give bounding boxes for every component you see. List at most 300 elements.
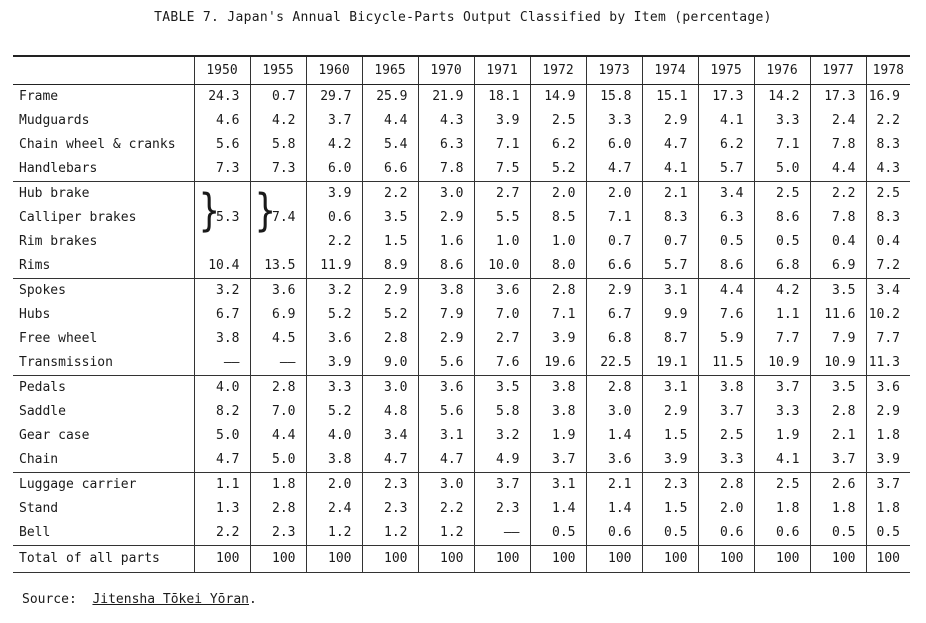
value-cell: 8.5 bbox=[530, 206, 586, 230]
value-cell: 7.8 bbox=[418, 157, 474, 182]
value-cell: 2.6 bbox=[810, 473, 866, 498]
value-cell: 3.5 bbox=[810, 376, 866, 401]
value-cell: 25.9 bbox=[362, 85, 418, 110]
value-cell: 8.0 bbox=[530, 254, 586, 279]
row-label: Frame bbox=[13, 85, 194, 110]
brace-icon: } bbox=[254, 185, 277, 237]
value-cell: 15.1 bbox=[642, 85, 698, 110]
total-value-cell: 100 bbox=[810, 546, 866, 573]
value-cell: 4.3 bbox=[866, 157, 910, 182]
table-row bbox=[13, 521, 910, 546]
value-cell: 4.3 bbox=[418, 109, 474, 133]
value-cell: 4.5 bbox=[250, 327, 306, 351]
value-cell: 1.0 bbox=[530, 230, 586, 254]
value-cell: 0.5 bbox=[810, 521, 866, 546]
value-cell: 4.4 bbox=[362, 109, 418, 133]
value-cell: 3.5 bbox=[362, 206, 418, 230]
value-cell: 7.3 bbox=[250, 157, 306, 182]
value-cell: 0.5 bbox=[866, 521, 910, 546]
value-cell: 8.6 bbox=[754, 206, 810, 230]
value-cell: 3.0 bbox=[418, 182, 474, 207]
value-cell: 4.1 bbox=[698, 109, 754, 133]
value-cell: 3.7 bbox=[530, 448, 586, 473]
value-cell: 2.1 bbox=[810, 424, 866, 448]
parts-output-table bbox=[13, 55, 910, 573]
table-row bbox=[13, 303, 910, 327]
value-cell: 2.9 bbox=[642, 109, 698, 133]
grouped-value: 7.4 bbox=[272, 210, 296, 225]
value-cell: 29.7 bbox=[306, 85, 362, 110]
source-note bbox=[22, 592, 257, 607]
value-cell: 2.7 bbox=[474, 327, 530, 351]
value-cell: 0.5 bbox=[754, 230, 810, 254]
value-cell: 3.8 bbox=[698, 376, 754, 401]
value-cell: 3.3 bbox=[306, 376, 362, 401]
value-cell: 1.1 bbox=[754, 303, 810, 327]
value-cell: 0.6 bbox=[698, 521, 754, 546]
value-cell: 10.9 bbox=[754, 351, 810, 376]
value-cell: 2.5 bbox=[866, 182, 910, 207]
value-cell: 11.3 bbox=[866, 351, 910, 376]
source-suffix: . bbox=[249, 592, 257, 607]
value-cell: 3.8 bbox=[306, 448, 362, 473]
row-label: Mudguards bbox=[19, 113, 90, 128]
value-cell: 0.7 bbox=[586, 230, 642, 254]
value-cell: 5.6 bbox=[194, 133, 250, 157]
value-cell: 2.2 bbox=[194, 521, 250, 546]
row-label: Gear case bbox=[19, 428, 90, 443]
value-cell: —— bbox=[474, 521, 530, 546]
value-cell: 3.4 bbox=[698, 182, 754, 207]
source-label: Source: bbox=[22, 592, 77, 607]
value-cell: 6.7 bbox=[194, 303, 250, 327]
row-label: Bell bbox=[19, 525, 51, 540]
year-header: 1978 bbox=[866, 56, 910, 85]
brace-icon: } bbox=[198, 185, 221, 237]
value-cell: 7.9 bbox=[810, 327, 866, 351]
row-label: Transmission bbox=[19, 355, 113, 370]
value-cell: 4.4 bbox=[698, 279, 754, 304]
value-cell: 4.1 bbox=[754, 448, 810, 473]
table-row bbox=[13, 85, 910, 110]
value-cell: 10.2 bbox=[866, 303, 910, 327]
value-cell: 6.6 bbox=[362, 157, 418, 182]
table-row bbox=[13, 206, 910, 230]
value-cell: 4.2 bbox=[306, 133, 362, 157]
value-cell: 3.7 bbox=[810, 448, 866, 473]
value-cell: 1.6 bbox=[418, 230, 474, 254]
value-cell: 3.8 bbox=[194, 327, 250, 351]
value-cell: 3.9 bbox=[866, 448, 910, 473]
value-cell: 2.5 bbox=[754, 182, 810, 207]
value-cell: 3.3 bbox=[754, 400, 810, 424]
row-label: Hub brake bbox=[13, 182, 194, 207]
table-row bbox=[13, 230, 910, 254]
value-cell: 15.8 bbox=[586, 85, 642, 110]
value-cell: 0.7 bbox=[250, 85, 306, 110]
total-value-cell: 100 bbox=[530, 546, 586, 573]
value-cell: 24.3 bbox=[194, 85, 250, 110]
value-cell: 2.9 bbox=[418, 206, 474, 230]
value-cell: 6.8 bbox=[754, 254, 810, 279]
row-label: Pedals bbox=[13, 376, 194, 401]
value-cell: 4.7 bbox=[586, 157, 642, 182]
value-cell: 5.2 bbox=[362, 303, 418, 327]
value-cell: 6.2 bbox=[530, 133, 586, 157]
value-cell: 9.0 bbox=[362, 351, 418, 376]
value-cell: 2.3 bbox=[362, 497, 418, 521]
value-cell: 3.4 bbox=[362, 424, 418, 448]
value-cell: 5.0 bbox=[250, 448, 306, 473]
total-value-cell: 100 bbox=[250, 546, 306, 573]
value-cell: 5.7 bbox=[642, 254, 698, 279]
value-cell: 6.2 bbox=[698, 133, 754, 157]
value-cell: 2.9 bbox=[866, 400, 910, 424]
value-cell: 5.2 bbox=[306, 303, 362, 327]
value-cell: 11.6 bbox=[810, 303, 866, 327]
total-value-cell: 100 bbox=[194, 546, 250, 573]
value-cell: 3.5 bbox=[474, 376, 530, 401]
value-cell: 6.0 bbox=[586, 133, 642, 157]
value-cell: 3.1 bbox=[418, 424, 474, 448]
value-cell: 7.1 bbox=[586, 206, 642, 230]
value-cell: 4.2 bbox=[754, 279, 810, 304]
value-cell: —— bbox=[250, 351, 306, 376]
year-header: 1970 bbox=[418, 56, 474, 85]
value-cell: 2.8 bbox=[698, 473, 754, 498]
value-cell: 0.5 bbox=[530, 521, 586, 546]
table-row bbox=[13, 254, 910, 279]
value-cell: 22.5 bbox=[586, 351, 642, 376]
value-cell: 2.3 bbox=[474, 497, 530, 521]
row-label: Hubs bbox=[19, 307, 51, 322]
value-cell: 7.7 bbox=[866, 327, 910, 351]
value-cell: 3.2 bbox=[474, 424, 530, 448]
table-row bbox=[13, 351, 910, 376]
value-cell: 10.4 bbox=[194, 254, 250, 279]
value-cell: 2.2 bbox=[866, 109, 910, 133]
value-cell: 3.9 bbox=[474, 109, 530, 133]
value-cell: 5.7 bbox=[698, 157, 754, 182]
value-cell: 6.3 bbox=[698, 206, 754, 230]
table-row bbox=[13, 424, 910, 448]
value-cell: 4.0 bbox=[194, 376, 250, 401]
value-cell: 3.2 bbox=[306, 279, 362, 304]
total-value-cell: 100 bbox=[866, 546, 910, 573]
value-cell: 13.5 bbox=[250, 254, 306, 279]
value-cell: 2.0 bbox=[586, 182, 642, 207]
value-cell: 2.1 bbox=[586, 473, 642, 498]
value-cell: 6.3 bbox=[418, 133, 474, 157]
value-cell: 1.1 bbox=[194, 473, 250, 498]
brace-cell bbox=[250, 182, 306, 255]
value-cell: 2.8 bbox=[810, 400, 866, 424]
value-cell: 2.5 bbox=[698, 424, 754, 448]
value-cell: 1.8 bbox=[754, 497, 810, 521]
value-cell: 8.3 bbox=[642, 206, 698, 230]
value-cell: 6.9 bbox=[810, 254, 866, 279]
value-cell: 3.9 bbox=[642, 448, 698, 473]
value-cell: 14.2 bbox=[754, 85, 810, 110]
value-cell: 5.6 bbox=[418, 351, 474, 376]
value-cell: 0.4 bbox=[866, 230, 910, 254]
year-header: 1976 bbox=[754, 56, 810, 85]
value-cell: 3.0 bbox=[586, 400, 642, 424]
value-cell: 7.2 bbox=[866, 254, 910, 279]
value-cell: 7.0 bbox=[250, 400, 306, 424]
header-row bbox=[13, 56, 910, 85]
value-cell: 4.7 bbox=[418, 448, 474, 473]
table-row bbox=[13, 109, 910, 133]
value-cell: 5.8 bbox=[474, 400, 530, 424]
value-cell: 3.5 bbox=[810, 279, 866, 304]
value-cell: 1.5 bbox=[642, 424, 698, 448]
value-cell: 10.9 bbox=[810, 351, 866, 376]
value-cell: 4.9 bbox=[474, 448, 530, 473]
value-cell: 17.3 bbox=[810, 85, 866, 110]
value-cell: 1.8 bbox=[866, 424, 910, 448]
value-cell: 11.5 bbox=[698, 351, 754, 376]
year-header: 1971 bbox=[474, 56, 530, 85]
value-cell: 8.2 bbox=[194, 400, 250, 424]
value-cell: 2.0 bbox=[530, 182, 586, 207]
row-label: Luggage carrier bbox=[13, 473, 194, 498]
value-cell: 1.4 bbox=[586, 497, 642, 521]
value-cell: 2.7 bbox=[474, 182, 530, 207]
row-label: Chain bbox=[19, 452, 59, 467]
value-cell: 3.0 bbox=[362, 376, 418, 401]
value-cell: 5.8 bbox=[250, 133, 306, 157]
value-cell: 2.9 bbox=[362, 279, 418, 304]
table-row bbox=[13, 400, 910, 424]
table-row bbox=[13, 182, 910, 207]
row-label: Rims bbox=[19, 258, 51, 273]
total-label: Total of all parts bbox=[13, 546, 194, 573]
total-value-cell: 100 bbox=[698, 546, 754, 573]
value-cell: 1.4 bbox=[530, 497, 586, 521]
value-cell: 3.7 bbox=[306, 109, 362, 133]
value-cell: 7.6 bbox=[698, 303, 754, 327]
value-cell: 6.7 bbox=[586, 303, 642, 327]
total-value-cell: 100 bbox=[306, 546, 362, 573]
value-cell: 8.7 bbox=[642, 327, 698, 351]
value-cell: 5.9 bbox=[698, 327, 754, 351]
year-header: 1960 bbox=[306, 56, 362, 85]
value-cell: 3.1 bbox=[642, 279, 698, 304]
value-cell: 2.3 bbox=[250, 521, 306, 546]
value-cell: 6.6 bbox=[586, 254, 642, 279]
value-cell: 3.7 bbox=[866, 473, 910, 498]
value-cell: 4.4 bbox=[250, 424, 306, 448]
value-cell: 3.7 bbox=[698, 400, 754, 424]
header-item-cell bbox=[13, 56, 194, 85]
value-cell: 0.6 bbox=[306, 206, 362, 230]
value-cell: 3.6 bbox=[586, 448, 642, 473]
value-cell: 0.6 bbox=[586, 521, 642, 546]
value-cell: 2.8 bbox=[362, 327, 418, 351]
value-cell: 0.7 bbox=[642, 230, 698, 254]
value-cell: 5.6 bbox=[418, 400, 474, 424]
value-cell: 3.2 bbox=[194, 279, 250, 304]
row-label: Chain wheel & cranks bbox=[19, 137, 176, 152]
value-cell: 3.8 bbox=[530, 376, 586, 401]
value-cell: 2.8 bbox=[586, 376, 642, 401]
value-cell: 8.6 bbox=[418, 254, 474, 279]
row-label: Handlebars bbox=[19, 161, 98, 176]
year-header: 1965 bbox=[362, 56, 418, 85]
value-cell: 1.8 bbox=[250, 473, 306, 498]
value-cell: 19.1 bbox=[642, 351, 698, 376]
value-cell: 5.2 bbox=[530, 157, 586, 182]
grouped-value: 5.3 bbox=[216, 210, 240, 225]
value-cell: 2.0 bbox=[306, 473, 362, 498]
row-label: Saddle bbox=[19, 404, 66, 419]
value-cell: 21.9 bbox=[418, 85, 474, 110]
table-row bbox=[13, 473, 910, 498]
value-cell: 1.5 bbox=[362, 230, 418, 254]
value-cell: 2.9 bbox=[586, 279, 642, 304]
value-cell: 2.9 bbox=[418, 327, 474, 351]
value-cell: 2.3 bbox=[642, 473, 698, 498]
value-cell: 3.9 bbox=[306, 351, 362, 376]
value-cell: 3.6 bbox=[306, 327, 362, 351]
value-cell: 18.1 bbox=[474, 85, 530, 110]
value-cell: 3.9 bbox=[306, 182, 362, 207]
value-cell: 6.0 bbox=[306, 157, 362, 182]
value-cell: 3.7 bbox=[474, 473, 530, 498]
value-cell: 8.3 bbox=[866, 133, 910, 157]
total-row bbox=[13, 546, 910, 573]
value-cell: 2.4 bbox=[306, 497, 362, 521]
value-cell: 2.8 bbox=[250, 497, 306, 521]
value-cell: 2.2 bbox=[810, 182, 866, 207]
value-cell: 3.1 bbox=[530, 473, 586, 498]
total-value-cell: 100 bbox=[754, 546, 810, 573]
value-cell: 4.2 bbox=[250, 109, 306, 133]
table-row bbox=[13, 376, 910, 401]
value-cell: 3.8 bbox=[418, 279, 474, 304]
value-cell: 10.0 bbox=[474, 254, 530, 279]
table-row bbox=[13, 327, 910, 351]
brace-cell bbox=[194, 182, 250, 255]
value-cell: 3.0 bbox=[418, 473, 474, 498]
value-cell: 6.8 bbox=[586, 327, 642, 351]
value-cell: 3.3 bbox=[754, 109, 810, 133]
value-cell: 2.8 bbox=[530, 279, 586, 304]
year-header: 1950 bbox=[194, 56, 250, 85]
value-cell: 1.2 bbox=[418, 521, 474, 546]
value-cell: 14.9 bbox=[530, 85, 586, 110]
value-cell: 3.6 bbox=[474, 279, 530, 304]
value-cell: 7.8 bbox=[810, 206, 866, 230]
value-cell: 8.9 bbox=[362, 254, 418, 279]
value-cell: 4.8 bbox=[362, 400, 418, 424]
value-cell: 0.4 bbox=[810, 230, 866, 254]
value-cell: 1.3 bbox=[194, 497, 250, 521]
value-cell: 1.2 bbox=[362, 521, 418, 546]
value-cell: 4.7 bbox=[362, 448, 418, 473]
table-row bbox=[13, 133, 910, 157]
value-cell: 0.5 bbox=[698, 230, 754, 254]
value-cell: 16.9 bbox=[866, 85, 910, 110]
value-cell: 4.1 bbox=[642, 157, 698, 182]
value-cell: 1.0 bbox=[474, 230, 530, 254]
value-cell: 2.2 bbox=[418, 497, 474, 521]
value-cell: 8.3 bbox=[866, 206, 910, 230]
value-cell: 3.4 bbox=[866, 279, 910, 304]
value-cell: 11.9 bbox=[306, 254, 362, 279]
value-cell: 1.2 bbox=[306, 521, 362, 546]
row-label: Rim brakes bbox=[19, 234, 98, 249]
value-cell: 3.1 bbox=[642, 376, 698, 401]
value-cell: 4.7 bbox=[642, 133, 698, 157]
value-cell: 1.4 bbox=[586, 424, 642, 448]
value-cell: 2.2 bbox=[306, 230, 362, 254]
year-header: 1972 bbox=[530, 56, 586, 85]
table-row bbox=[13, 448, 910, 473]
value-cell: 5.2 bbox=[306, 400, 362, 424]
value-cell: 7.1 bbox=[754, 133, 810, 157]
value-cell: 9.9 bbox=[642, 303, 698, 327]
value-cell: 4.7 bbox=[194, 448, 250, 473]
value-cell: 7.1 bbox=[474, 133, 530, 157]
value-cell: 3.6 bbox=[418, 376, 474, 401]
value-cell: 2.5 bbox=[754, 473, 810, 498]
total-value-cell: 100 bbox=[418, 546, 474, 573]
value-cell: 7.0 bbox=[474, 303, 530, 327]
total-value-cell: 100 bbox=[586, 546, 642, 573]
year-header: 1977 bbox=[810, 56, 866, 85]
value-cell: —— bbox=[194, 351, 250, 376]
value-cell: 4.6 bbox=[194, 109, 250, 133]
value-cell: 3.3 bbox=[698, 448, 754, 473]
value-cell: 5.4 bbox=[362, 133, 418, 157]
value-cell: 2.9 bbox=[642, 400, 698, 424]
value-cell: 5.0 bbox=[194, 424, 250, 448]
value-cell: 8.6 bbox=[698, 254, 754, 279]
value-cell: 2.3 bbox=[362, 473, 418, 498]
year-header: 1975 bbox=[698, 56, 754, 85]
value-cell: 1.9 bbox=[530, 424, 586, 448]
value-cell: 3.6 bbox=[866, 376, 910, 401]
value-cell: 2.2 bbox=[362, 182, 418, 207]
value-cell: 4.0 bbox=[306, 424, 362, 448]
value-cell: 3.8 bbox=[530, 400, 586, 424]
value-cell: 1.9 bbox=[754, 424, 810, 448]
value-cell: 3.3 bbox=[586, 109, 642, 133]
value-cell: 4.4 bbox=[810, 157, 866, 182]
value-cell: 7.3 bbox=[194, 157, 250, 182]
value-cell: 6.9 bbox=[250, 303, 306, 327]
value-cell: 7.1 bbox=[530, 303, 586, 327]
year-header: 1974 bbox=[642, 56, 698, 85]
year-header: 1973 bbox=[586, 56, 642, 85]
table-row bbox=[13, 279, 910, 304]
table-title: TABLE 7. Japan's Annual Bicycle-Parts Output Classified by Item (percentage) bbox=[154, 10, 772, 25]
value-cell: 5.0 bbox=[754, 157, 810, 182]
value-cell: 0.6 bbox=[754, 521, 810, 546]
row-label: Free wheel bbox=[19, 331, 98, 346]
total-value-cell: 100 bbox=[362, 546, 418, 573]
value-cell: 3.7 bbox=[754, 376, 810, 401]
table-row bbox=[13, 157, 910, 182]
value-cell: 5.5 bbox=[474, 206, 530, 230]
row-label: Calliper brakes bbox=[19, 210, 137, 225]
value-cell: 3.6 bbox=[250, 279, 306, 304]
source-reference: Jitensha Tōkei Yōran bbox=[92, 592, 249, 607]
total-value-cell: 100 bbox=[474, 546, 530, 573]
value-cell: 7.5 bbox=[474, 157, 530, 182]
